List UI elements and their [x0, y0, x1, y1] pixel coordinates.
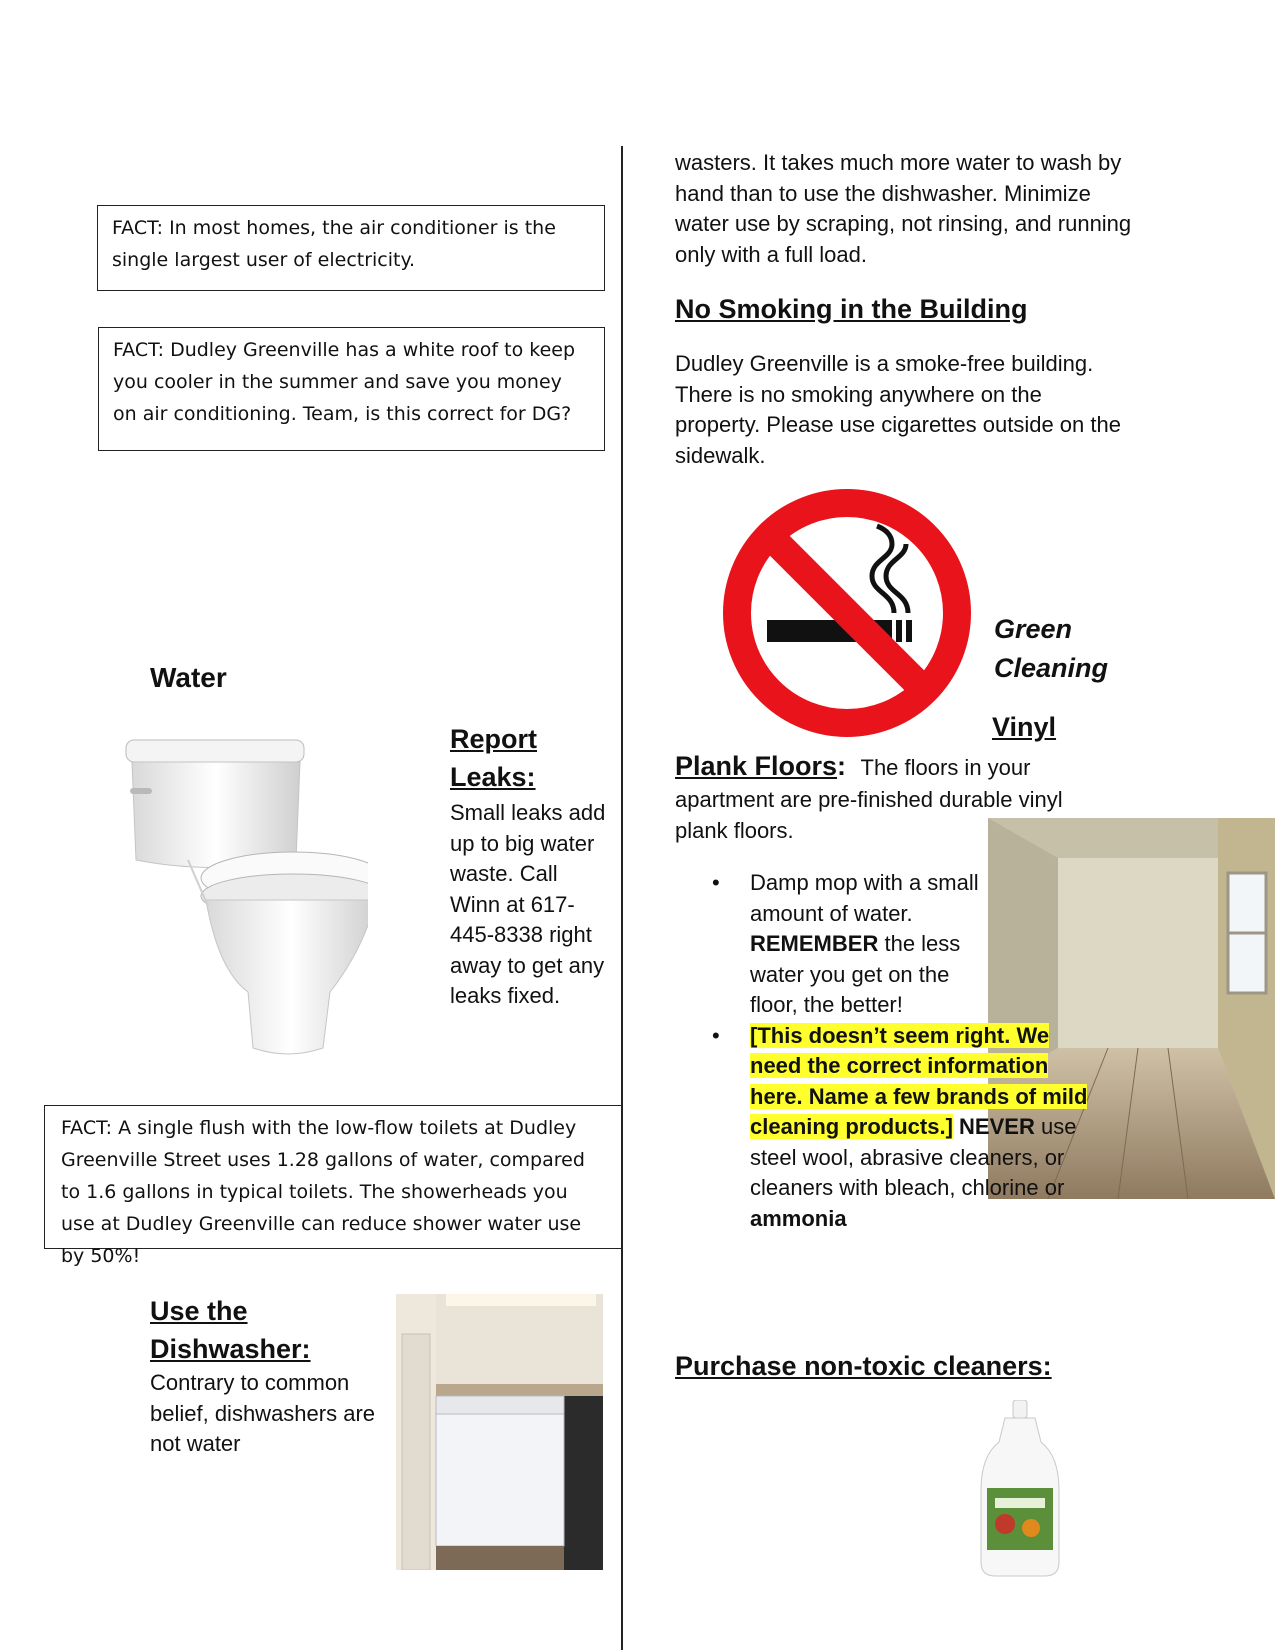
water-heading: Water: [150, 662, 227, 693]
no-smoking-body: Dudley Greenville is a smoke-free building. There is no smoking anywhere on the property. Please use cigarettes outside on the sidewalk.: [675, 351, 1121, 468]
dishwasher-body: Contrary to common belief, dishwashers are not water: [150, 1370, 376, 1456]
cleaning-bullet-list: [750, 868, 1088, 1234]
report-leaks-heading: Report Leaks:: [450, 724, 537, 792]
fact-box-air-conditioner: [97, 205, 605, 291]
column-divider: [621, 146, 623, 1650]
bullet2-ammonia: ammonia: [750, 1205, 847, 1231]
vinyl-floors-line: [675, 747, 1095, 785]
vinyl-body-inline: The floors in your: [860, 755, 1031, 780]
editor-note-highlight: [This doesn’t seem right. We need the correct information here. Name a few brands of mild cleaning products.]: [750, 1022, 1088, 1139]
purchase-heading: Purchase non-toxic cleaners:: [675, 1351, 1052, 1381]
bullet2-rest: use steel wool, abrasive cleaners, or cleaners with bleach, chlorine or: [750, 1114, 1077, 1200]
bullet-item-never-use: [750, 1021, 1090, 1235]
green-cleaning-heading: Green Cleaning: [994, 614, 1109, 683]
vinyl-colon: :: [837, 751, 847, 781]
bullet1-text-c: the less water you get on the floor, the better!: [750, 931, 961, 1017]
fact-flush-text: FACT: A single flush with the low-flow toilets at Dudley Greenville Street uses 1.28 gallons of water, compared to 1.6 gallons in typical toilets. The showerheads you use at Dudley Greenville can reduce shower water use by 50%!: [61, 1117, 585, 1267]
bullet-item-damp-mop: [750, 868, 985, 1021]
vinyl-body: apartment are pre-finished durable vinyl plank floors.: [675, 787, 1063, 843]
bullet1-remember: REMEMBER: [750, 931, 879, 956]
dishwasher-continued: wasters. It takes much more water to wash by hand than to use the dishwasher. Minimize water use by scraping, not rinsing, and running only with a full load.: [675, 150, 1132, 267]
fact-box-white-roof: [98, 327, 605, 451]
no-smoking-heading: No Smoking in the Building: [675, 294, 1028, 324]
toilet-image: [118, 730, 368, 1080]
bullet1-text-a: Damp mop with a small amount of water.: [750, 870, 979, 926]
fact-roof-text: FACT: Dudley Greenville has a white roof to keep you cooler in the summer and save you money on air conditioning. Team, is this correct for DG?: [113, 339, 576, 425]
report-leaks-body: Small leaks add up to big water waste. Call Winn at 617-445-8338 right away to get any leaks fixed.: [450, 800, 606, 1008]
bullet2-never: NEVER: [959, 1114, 1035, 1139]
dishwasher-photo: [396, 1294, 603, 1570]
vinyl-heading-line2: Plank Floors: [675, 751, 838, 781]
cleaner-bottle-image: [975, 1400, 1065, 1578]
fact-ac-text: FACT: In most homes, the air conditioner is the single largest user of electricity.: [112, 217, 556, 271]
fact-box-low-flow: [44, 1105, 622, 1267]
vinyl-heading-line1: Vinyl: [992, 712, 1057, 742]
no-smoking-sign-icon: [722, 488, 972, 738]
dishwasher-heading: Use the Dishwasher:: [150, 1296, 311, 1364]
